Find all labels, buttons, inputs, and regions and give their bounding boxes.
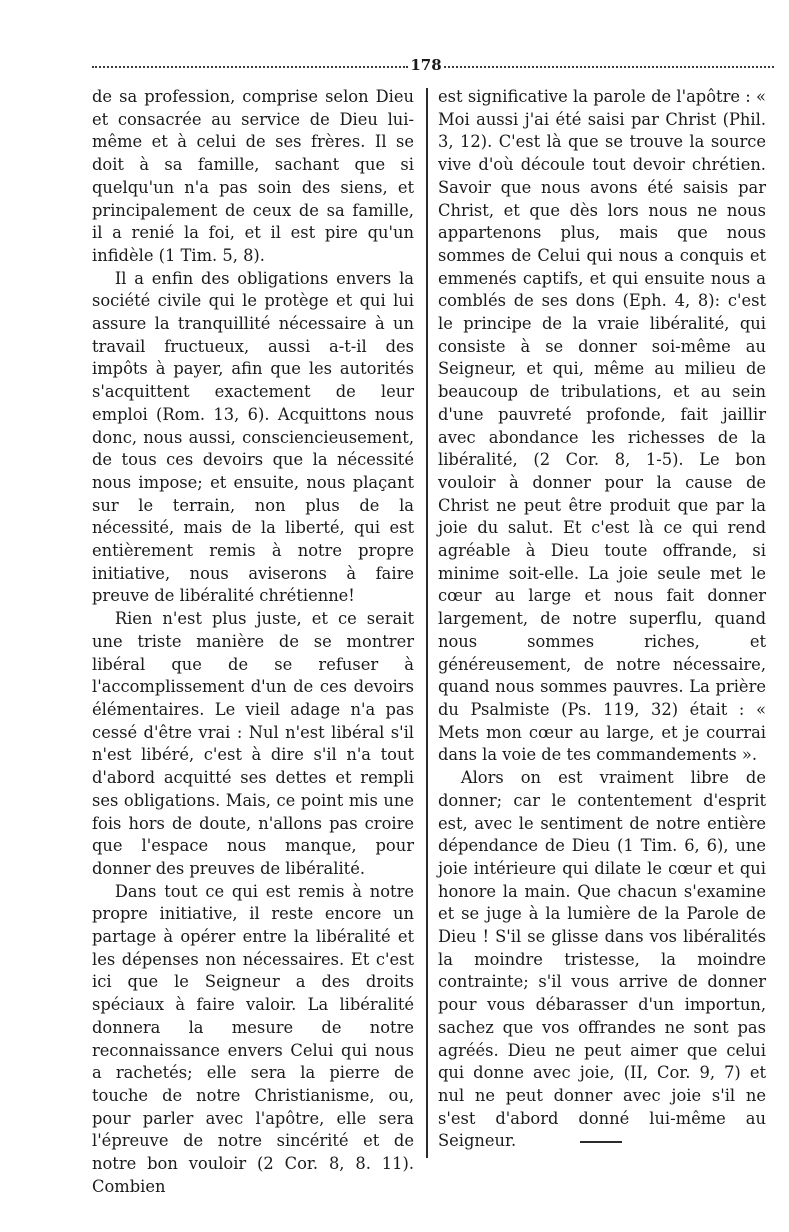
right-paragraph-1: est significative la parole de l'apôtre : « Moi aussi j'ai été saisi par Christ (Phil. 3, 12). C'est là que se trouve la source vive d'où découle tout devoir chrétien. Savoir que nous avons été saisis par Christ, et que dès lors nous ne nous appartenons plus, mais que nous sommes de Celui qui nous a conquis et emmenés captifs, et qui ensuite nous a comblés de ses dons (Eph. 4, 8): c'est le principe de la vraie libéralité, qui consiste à se donner soi-même au Seigneur, et qui, même au milieu de beaucoup de tribulations, et au sein d'une pauvreté profonde, fait jaillir avec abondance les richesses de la libéralité, (2 Cor. 8, 1-5). Le bon vouloir à donner pour la cause de Christ ne peut être produit que par la joie du salut. Et c'est là ce qui rend agréable à Dieu toute offrande, si minime soit-elle. La joie seule met le cœur au large et nous fait donner largement, de notre superflu, quand nous sommes riches, et généreusement, de notre nécessaire, quand nous sommes pauvres. La prière du Psalmiste (Ps. 119, 32) était : « Mets mon cœur au large, et je courrai dans la voie de tes commandements ». [438, 87, 766, 765]
right-paragraph-2: Alors on est vraiment libre de donner; car le contentement d'esprit est, avec le sentiment de notre entière dépendance de Dieu (1 Tim. 6, 6), une joie intérieure qui dilate le cœur et qui honore la main. Que chacun s'examine et se juge à la lumière de la Parole de Dieu ! S'il se glisse dans vos libéralités la moindre tristesse, la moindre contrainte; s'il vous arrive de donner pour vous débarasser d'un importun, sachez que vos offrandes ne sont pas agréés. Dieu ne peut aimer que celui qui donne avec joie, (II, Cor. 9, 7) et nul ne peut donner avec joie s'il ne s'est d'abord donné lui-même au Seigneur. [438, 768, 766, 1151]
left-paragraph-4: Dans tout ce qui est remis à notre propre initiative, il reste encore un partage à opérer entre la libéralité et les dépenses non nécessaires. Et c'est ici que le Seigneur a des droits spéciaux à faire valoir. La libéralité donnera la mesure de notre reconnaissance envers Celui qui nous a rachetés; elle sera la pierre de touche de notre Christianisme, ou, pour parler avec l'apôtre, elle sera l'épreuve de notre sincérité et de notre bon vouloir (2 Cor. 8, 8. 11). Combien [92, 881, 414, 1196]
page-number: 178 [410, 56, 442, 74]
left-column [92, 86, 414, 1198]
column-divider [426, 88, 428, 1158]
left-paragraph-3: Rien n'est plus juste, et ce serait une triste manière de se montrer libéral que de se refuser à l'accomplissement d'un de ces devoirs élémentaires. Le vieil adage n'a pas cessé d'être vrai : Nul n'est libéral s'il n'est libéré, c'est à dire s'il n'a tout d'abord acquitté ses dettes et rempli ses obligations. Mais, ce point mis une fois hors de doute, n'allons pas croire que l'espace nous manque, pour donner des preuves de libéralité. [92, 609, 414, 878]
header-rule-left [92, 66, 408, 68]
right-column [438, 86, 766, 1153]
header-rule-right [444, 66, 774, 68]
page-header [92, 58, 774, 74]
left-paragraph-1: de sa profession, comprise selon Dieu et consacrée au service de Dieu lui-même et à celui de ses frères. Il se doit à sa famille, sachant que si quelqu'un n'a pas soin des siens, et principalement de ceux de sa famille, il a renié la foi, et il est pire qu'un infidèle (1 Tim. 5, 8). [92, 87, 414, 265]
closing-rule [580, 1141, 622, 1143]
left-paragraph-2: Il a enfin des obligations envers la société civile qui le protège et qui lui assure la tranquillité nécessaire à un travail fructueux, aussi a-t-il des impôts à payer, afin que les autorités s'acquittent exactement de leur emploi (Rom. 13, 6). Acquittons nous donc, nous aussi, consciencieusement, de tous ces devoirs que la nécessité nous impose; et ensuite, nous plaçant sur le terrain, non plus de la nécessité, mais de la liberté, qui est entièrement remis à notre propre initiative, nous aviserons à faire preuve de libéralité chrétienne! [92, 268, 414, 606]
